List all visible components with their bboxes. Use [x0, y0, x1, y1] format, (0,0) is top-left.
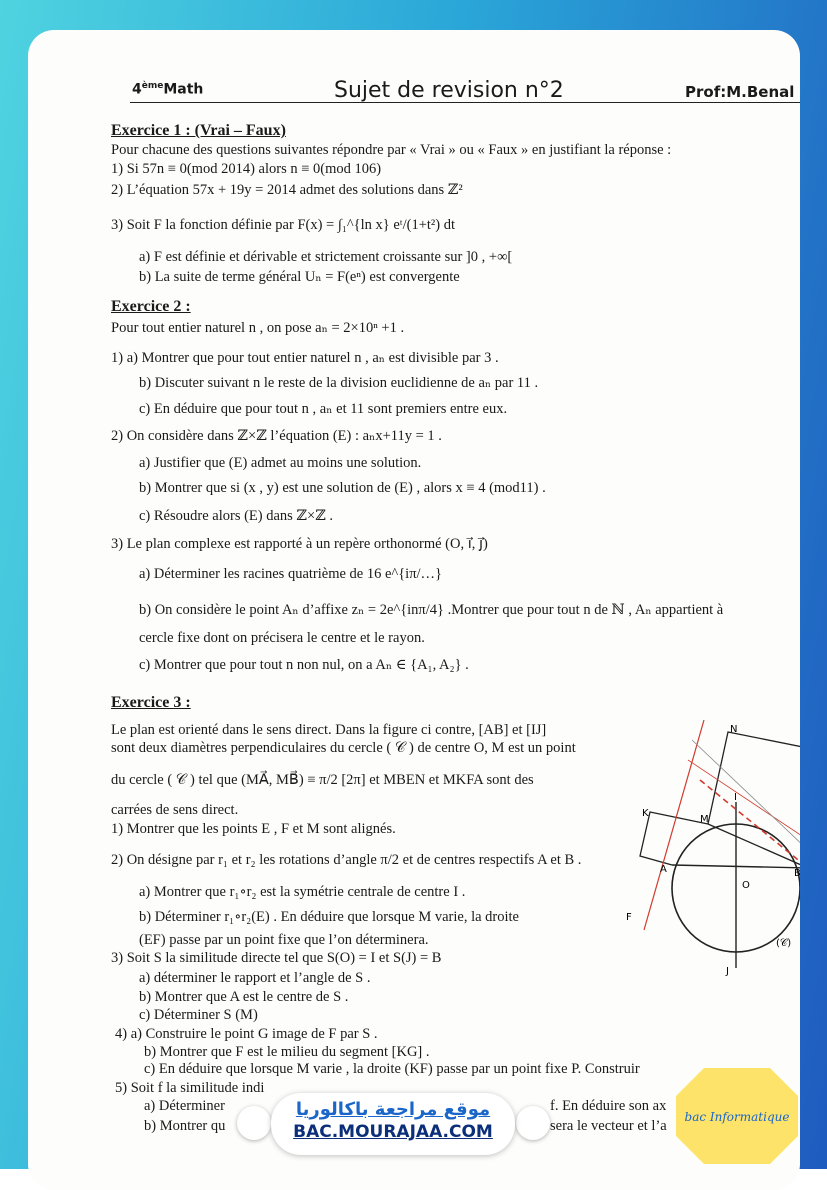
- ex2-q3b2: cercle fixe dont on précisera le centre et le rayon.: [139, 630, 425, 646]
- segment-mb: [708, 824, 800, 868]
- ex3-p2: sont deux diamètres perpendiculaires du cercle ( 𝒞 ) de centre O, M est un point: [111, 740, 576, 756]
- ex1-q2: 2) L’équation 57x + 19y = 2014 admet des solutions dans ℤ²: [111, 182, 463, 198]
- ex1-intro: Pour chacune des questions suivantes répondre par « Vrai » ou « Faux » en justifiant la réponse :: [111, 142, 672, 158]
- ex3-q5b-end: sera le vecteur et l’a: [550, 1118, 667, 1134]
- ex1-q3a: a) F est définie et dérivable et strictement croissante sur ]0 , +∞[: [139, 249, 513, 265]
- header-rule: [130, 102, 800, 103]
- ex3-q1: 1) Montrer que les points E , F et M sont alignés.: [111, 821, 396, 837]
- ex3-q2a: a) Montrer que r₁∘r₂ est la symétrie centrale de centre I .: [139, 884, 466, 900]
- page-title: Sujet de revision n°2: [334, 78, 564, 103]
- ex2-q2: 2) On considère dans ℤ×ℤ l’équation (E) : aₙx+11y = 1 .: [111, 428, 442, 444]
- ex1-title: Exercice 1 : (Vrai – Faux): [111, 122, 286, 139]
- ex3-q3c: c) Déterminer S (M): [139, 1007, 258, 1023]
- watermark-dot-right: [516, 1106, 550, 1140]
- ex1-q3b: b) La suite de terme général Uₙ = F(eⁿ) est convergente: [139, 269, 460, 285]
- level-label: [132, 81, 203, 98]
- watermark-arabic: موقع مراجعة باكالوريا: [295, 1099, 491, 1120]
- ex3-title: Exercice 3 :: [111, 694, 191, 711]
- badge-text: bac Informatique: [684, 1110, 790, 1124]
- exam-paper: [28, 30, 800, 1190]
- label-k: K: [642, 808, 649, 819]
- level-math: Math: [163, 81, 204, 98]
- ex3-q2b2: (EF) passe par un point fixe que l’on déterminera.: [139, 932, 429, 948]
- level-sup: ème: [141, 81, 164, 91]
- red-line-2: [688, 760, 800, 840]
- ex3-p1: Le plan est orienté dans le sens direct. Dans la figure ci contre, [AB] et [IJ]: [111, 722, 547, 738]
- ex2-intro: Pour tout entier naturel n , on pose aₙ = 2×10ⁿ +1 .: [111, 320, 405, 336]
- ex3-q2: 2) On désigne par r₁ et r₂ les rotations d’angle π/2 et de centres respectifs A et B .: [111, 852, 582, 868]
- watermark-url: BAC.MOURAJAA.COM: [293, 1122, 493, 1142]
- watermark-dot-left: [237, 1106, 271, 1140]
- square-mkfa: [640, 812, 708, 865]
- ex1-q3: 3) Soit F la fonction définie par F(x) = ∫₁^{ln x} eᵗ/(1+t²) dt: [111, 217, 455, 233]
- label-o: O: [742, 880, 750, 891]
- prof-name: Prof:M.Benal: [685, 83, 795, 101]
- ex3-q5a: a) Déterminer: [144, 1098, 225, 1114]
- level-number: 4: [132, 81, 142, 98]
- label-a: A: [660, 864, 667, 875]
- label-b: B: [794, 868, 801, 879]
- ex3-q5a-end: f. En déduire son ax: [550, 1098, 667, 1114]
- ex2-q3a: a) Déterminer les racines quatrième de 16 e^{iπ/…}: [139, 566, 443, 582]
- ex3-p4: carrées de sens direct.: [111, 802, 239, 818]
- geometry-figure: [608, 720, 800, 980]
- ex3-q4c: c) En déduire que lorsque M varie , la droite (KF) passe par un point fixe P. Construir: [144, 1061, 640, 1077]
- label-j: J: [726, 966, 729, 977]
- ex3-p3: du cercle ( 𝒞 ) tel que (MA⃗, MB⃗) ≡ π/2 [2π] et MBEN et MKFA sont des: [111, 772, 534, 788]
- label-f: F: [626, 912, 632, 923]
- ex2-q1c: c) En déduire que pour tout n , aₙ et 11 sont premiers entre eux.: [139, 401, 508, 417]
- ex3-q5b: b) Montrer qu: [144, 1118, 226, 1134]
- grey-line: [692, 740, 800, 850]
- ex3-q3: 3) Soit S la similitude directe tel que S(O) = I et S(J) = B: [111, 950, 442, 966]
- square-mben: [708, 732, 800, 824]
- ex2-q3: 3) Le plan complexe est rapporté à un repère orthonormé (O, i⃗, j⃗): [111, 536, 488, 552]
- label-n: N: [730, 724, 738, 735]
- ex2-q1b: b) Discuter suivant n le reste de la division euclidienne de aₙ par 11 .: [139, 375, 539, 391]
- label-i: I: [734, 792, 737, 803]
- ex2-q1a: 1) a) Montrer que pour tout entier naturel n , aₙ est divisible par 3 .: [111, 350, 499, 366]
- ex3-q5: 5) Soit f la similitude indi: [115, 1080, 265, 1096]
- ex3-q3a: a) déterminer le rapport et l’angle de S .: [139, 970, 371, 986]
- ex2-q2a: a) Justifier que (E) admet au moins une solution.: [139, 455, 422, 471]
- bac-informatique-badge: [674, 1066, 800, 1166]
- ex2-q2b: b) Montrer que si (x , y) est une solution de (E) , alors x ≡ 4 (mod11) .: [139, 480, 546, 496]
- ex3-q4a: 4) a) Construire le point G image de F par S .: [115, 1026, 378, 1042]
- ex3-q2b: b) Déterminer r₁∘r₂(E) . En déduire que lorsque M varie, la droite: [139, 909, 519, 925]
- ex2-q2c: c) Résoudre alors (E) dans ℤ×ℤ .: [139, 508, 334, 524]
- ex3-q4b: b) Montrer que F est le milieu du segment [KG] .: [144, 1044, 430, 1060]
- ex3-q3b: b) Montrer que A est le centre de S .: [139, 989, 349, 1005]
- ex2-title: Exercice 2 :: [111, 298, 191, 315]
- red-line-1: [644, 720, 704, 930]
- label-m: M: [700, 814, 709, 825]
- ex2-q3c: c) Montrer que pour tout n non nul, on a Aₙ ∈ {A₁, A₂} .: [139, 657, 469, 673]
- watermark-link[interactable]: [271, 1093, 515, 1155]
- ex1-q1: 1) Si 57n ≡ 0(mod 2014) alors n ≡ 0(mod 106): [111, 161, 382, 177]
- ex2-q3b: b) On considère le point Aₙ d’affixe zₙ = 2e^{inπ/4} .Montrer que pour tout n de ℕ , Aₙ appartient à: [139, 602, 724, 618]
- label-c: (𝒞): [776, 938, 792, 949]
